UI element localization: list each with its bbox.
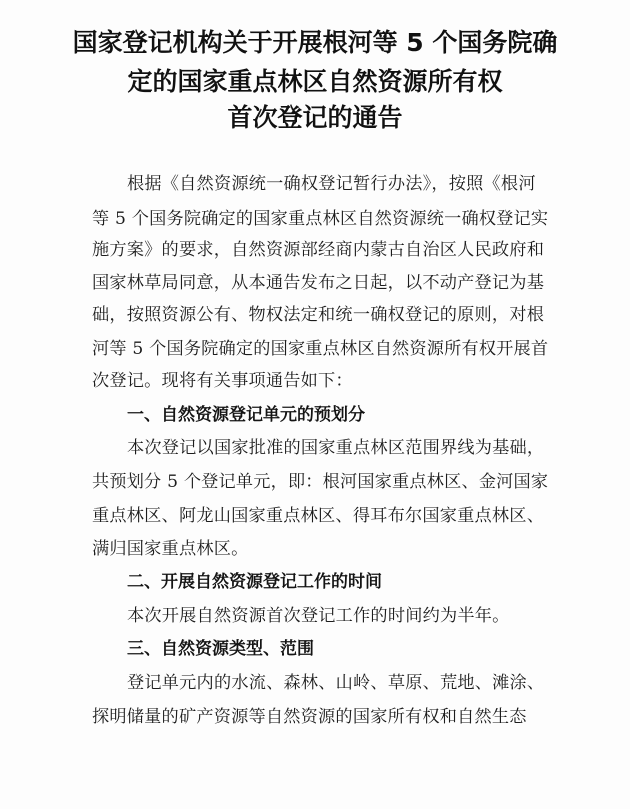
intro-line-7: 次登记。现将有关事项通告如下： [92,371,353,391]
section-1-line-2: 共预划分 5 个登记单元，即：根河国家重点林区、金河国家 [92,472,549,492]
section-3-heading: 三、自然资源类型、范围 [127,639,314,659]
section-2-heading: 二、开展自然资源登记工作的时间 [127,572,382,592]
section-1-line-3: 重点林区、阿龙山国家重点林区、得耳布尔国家重点林区、 [92,506,545,526]
intro-line-2: 等 5 个国务院确定的国家重点林区自然资源统一确权登记实 [92,209,549,229]
section-1-heading: 一、自然资源登记单元的预划分 [127,405,365,425]
section-1-line-1: 本次登记以国家批准的国家重点林区范围界线为基础， [127,438,545,458]
section-3-line-1: 登记单元内的水流、森林、山岭、草原、荒地、滩涂、 [127,673,545,693]
section-3-line-2: 探明储量的矿产资源等自然资源的国家所有权和自然生态 [92,707,527,727]
section-1-line-4: 满归国家重点林区。 [92,539,249,559]
intro-line-3: 施方案》的要求，自然资源部经商内蒙古自治区人民政府和 [92,240,545,260]
document-title-line-2: 定的国家重点林区自然资源所有权 [127,67,503,96]
intro-line-6: 河等 5 个国务院确定的国家重点林区自然资源所有权开展首 [92,339,549,359]
intro-line-5: 础，按照资源公有、物权法定和统一确权登记的原则，对根 [92,305,545,325]
section-2-line-1: 本次开展自然资源首次登记工作的时间约为半年。 [127,606,510,626]
document-title-line-1: 国家登记机构关于开展根河等 5 个国务院确 [72,28,558,57]
intro-line-4: 国家林草局同意，从本通告发布之日起，以不动产登记为基 [92,273,545,293]
intro-line-1: 根据《自然资源统一确权登记暂行办法》，按照《根河 [127,174,536,194]
document-title-line-3: 首次登记的通告 [227,103,403,132]
